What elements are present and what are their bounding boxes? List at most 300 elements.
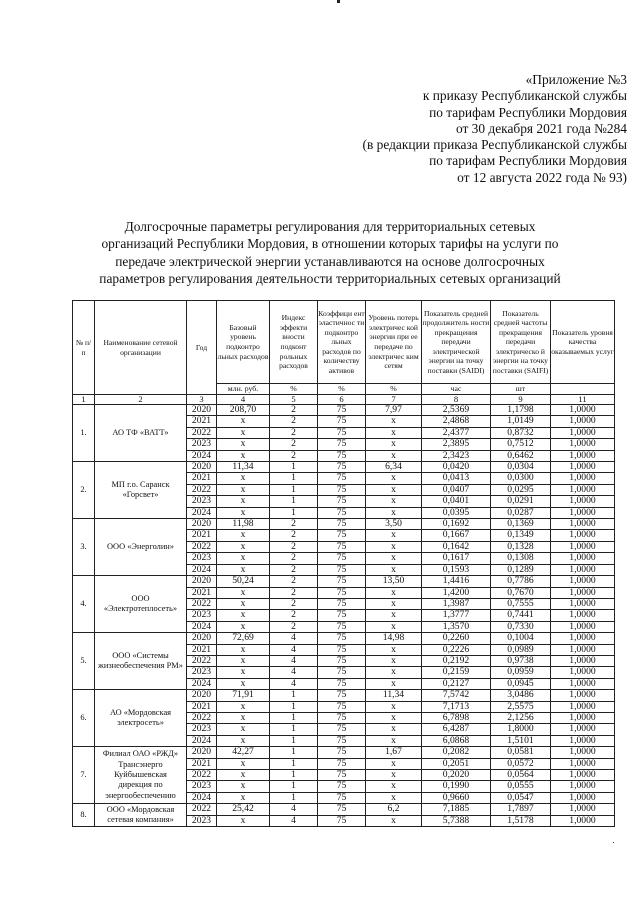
value-cell: 2,4868 [422,416,491,427]
value-cell: 2 [270,621,318,632]
value-cell: 0,0581 [491,747,551,758]
value-cell: x [217,427,270,438]
header-cell: Наименование сетевой организации [95,301,187,395]
year-cell: 2021 [187,416,217,427]
year-cell: 2021 [187,473,217,484]
table-row [73,747,615,758]
value-cell: 71,91 [217,690,270,701]
value-cell: 0,1004 [491,633,551,644]
value-cell: 2 [270,405,318,416]
value-cell: x [217,416,270,427]
value-cell: x [366,439,422,450]
value-cell: 0,6462 [491,450,551,461]
column-number: 2 [95,395,187,405]
value-cell: 0,2082 [422,747,491,758]
value-cell: 1,0000 [551,473,615,484]
value-cell: 0,0572 [491,758,551,769]
value-cell: 1,0000 [551,587,615,598]
value-cell: 75 [318,496,366,507]
value-cell: 75 [318,553,366,564]
value-cell: 11,98 [217,519,270,530]
appendix-line: к приказу Республиканской службы [422,88,627,104]
value-cell: x [217,598,270,609]
value-cell: x [217,724,270,735]
value-cell: 1,0000 [551,598,615,609]
value-cell: 1,0000 [551,484,615,495]
year-cell: 2022 [187,427,217,438]
header-cell: Уровень потерь электричес кой энергии при ее передаче по электричес ким сетям [366,301,422,384]
value-cell: 0,1349 [491,530,551,541]
value-cell: 0,1369 [491,519,551,530]
value-cell: 1,0000 [551,519,615,530]
value-cell: 1,0000 [551,496,615,507]
row-index: 6. [73,690,95,747]
value-cell: 0,2127 [422,678,491,689]
value-cell: 1,0000 [551,610,615,621]
value-cell: 6,2 [366,804,422,815]
value-cell: x [366,781,422,792]
value-cell: 1,0000 [551,781,615,792]
year-cell: 2021 [187,758,217,769]
value-cell: 2 [270,610,318,621]
value-cell: 1,3987 [422,598,491,609]
value-cell: 1 [270,507,318,518]
value-cell: 0,0420 [422,462,491,473]
value-cell: 0,1990 [422,781,491,792]
value-cell: 0,7330 [491,621,551,632]
value-cell: x [217,621,270,632]
value-cell: 1,1798 [491,405,551,416]
value-cell: 75 [318,804,366,815]
value-cell: 50,24 [217,576,270,587]
header-cell: Показатель средней продолжитель ности прекращения передачи электрической энергии на точку поставки (SAIDI) [422,301,491,384]
year-cell: 2022 [187,804,217,815]
value-cell: 0,9660 [422,792,491,803]
value-cell: x [217,530,270,541]
value-cell: 2 [270,598,318,609]
value-cell: 2,1256 [491,712,551,723]
value-cell: 2 [270,576,318,587]
value-cell: 1,0000 [551,701,615,712]
value-cell: 6,34 [366,462,422,473]
value-cell: x [217,496,270,507]
value-cell: x [217,473,270,484]
column-number: 1 [73,395,95,405]
year-cell: 2023 [187,724,217,735]
row-index: 4. [73,576,95,633]
value-cell: x [217,792,270,803]
value-cell: 75 [318,781,366,792]
row-index: 8. [73,804,95,827]
value-cell: 2,3895 [422,439,491,450]
value-cell: 1 [270,758,318,769]
value-cell: 0,7555 [491,598,551,609]
year-cell: 2024 [187,450,217,461]
row-index: 3. [73,519,95,576]
value-cell: 1,0000 [551,804,615,815]
year-cell: 2022 [187,712,217,723]
value-cell: x [217,735,270,746]
appendix-line: от 12 августа 2022 года № 93) [457,169,627,185]
value-cell: 1,0000 [551,564,615,575]
value-cell: 0,7441 [491,610,551,621]
value-cell: 6,4287 [422,724,491,735]
header-cell: № п/ п [73,301,95,395]
value-cell: x [217,439,270,450]
column-number: 9 [491,395,551,405]
value-cell: 1,0000 [551,450,615,461]
year-cell: 2020 [187,462,217,473]
value-cell: 1,0149 [491,416,551,427]
value-cell: x [366,678,422,689]
title-line: параметров регулирования деятельности территориальных сетевых организаций [99,271,561,287]
year-cell: 2024 [187,792,217,803]
value-cell: x [217,781,270,792]
value-cell: 0,1692 [422,519,491,530]
year-cell: 2020 [187,405,217,416]
value-cell: x [217,610,270,621]
header-cell: Показатель средней частоты прекращения передачи электрическо й энергии на точку поставки (SAIFI) [491,301,551,384]
value-cell: 1 [270,484,318,495]
document-title [62,218,598,288]
value-cell: 2 [270,439,318,450]
column-number: 3 [187,395,217,405]
value-cell: 11,34 [217,462,270,473]
value-cell: 0,2260 [422,633,491,644]
value-cell: 1,4200 [422,587,491,598]
value-cell: 75 [318,541,366,552]
value-cell: 1 [270,701,318,712]
value-cell: 75 [318,587,366,598]
row-index: 2. [73,462,95,519]
value-cell: 0,2226 [422,644,491,655]
appendix-line: от 30 декабря 2021 года №284 [455,120,627,136]
value-cell: x [366,484,422,495]
year-cell: 2020 [187,633,217,644]
row-index: 1. [73,405,95,462]
column-number: 8 [422,395,491,405]
value-cell: 1,0000 [551,667,615,678]
column-number: 5 [270,395,318,405]
value-cell: 4 [270,667,318,678]
value-cell: x [366,530,422,541]
value-cell: 1 [270,473,318,484]
value-cell: 2 [270,564,318,575]
scan-artifact [613,842,614,843]
value-cell: 0,2051 [422,758,491,769]
value-cell: 4 [270,633,318,644]
value-cell: x [217,450,270,461]
value-cell: 75 [318,439,366,450]
year-cell: 2023 [187,667,217,678]
value-cell: 1,0000 [551,507,615,518]
column-number: 4 [217,395,270,405]
value-cell: 75 [318,462,366,473]
value-cell: 2,5369 [422,405,491,416]
year-cell: 2022 [187,770,217,781]
value-cell: 75 [318,427,366,438]
row-index: 7. [73,747,95,804]
value-cell: 1,8000 [491,724,551,735]
value-cell: 3,50 [366,519,422,530]
unit-cell: % [366,384,422,395]
value-cell: 75 [318,621,366,632]
value-cell: 1 [270,792,318,803]
value-cell: x [366,644,422,655]
value-cell: 1 [270,724,318,735]
value-cell: 75 [318,405,366,416]
column-number: 7 [366,395,422,405]
value-cell: 4 [270,678,318,689]
year-cell: 2022 [187,598,217,609]
value-cell: 0,1667 [422,530,491,541]
value-cell: x [366,473,422,484]
header-cell: Коэффици ент эластичнос ти подконтро льных расходов по количеству активов [318,301,366,384]
value-cell: 13,50 [366,576,422,587]
value-cell: 0,1308 [491,553,551,564]
year-cell: 2021 [187,530,217,541]
value-cell: 0,7786 [491,576,551,587]
value-cell: 75 [318,564,366,575]
value-cell: 2,3423 [422,450,491,461]
value-cell: x [366,758,422,769]
table-row [73,576,615,587]
value-cell: x [217,644,270,655]
value-cell: 0,0555 [491,781,551,792]
value-cell: 1,5178 [491,815,551,826]
appendix-line: по тарифам Республики Мордовия [429,153,627,169]
value-cell: 1,0000 [551,690,615,701]
unit-cell: % [318,384,366,395]
unit-cell: млн. руб. [217,384,270,395]
value-cell: 1,0000 [551,541,615,552]
value-cell: 2 [270,553,318,564]
value-cell: x [217,667,270,678]
value-cell: 75 [318,530,366,541]
value-cell: x [366,427,422,438]
value-cell: x [366,621,422,632]
value-cell: 2 [270,416,318,427]
value-cell: x [366,541,422,552]
value-cell: 75 [318,450,366,461]
scan-artifact [337,0,340,3]
value-cell: 0,0564 [491,770,551,781]
table-row [73,405,615,416]
table-row [73,690,615,701]
value-cell: 1,0000 [551,633,615,644]
value-cell: 0,0407 [422,484,491,495]
value-cell: 3,0486 [491,690,551,701]
organization-name: ООО «Энерголин» [95,519,187,576]
value-cell: 2,4377 [422,427,491,438]
value-cell: 4 [270,655,318,666]
value-cell: 1,3570 [422,621,491,632]
value-cell: 75 [318,667,366,678]
value-cell: 0,0295 [491,484,551,495]
appendix-line: (в редакции приказа Республиканской службы [362,137,627,153]
value-cell: x [366,507,422,518]
value-cell: 1,0000 [551,815,615,826]
year-cell: 2022 [187,484,217,495]
value-cell: 0,7670 [491,587,551,598]
value-cell: 1,4416 [422,576,491,587]
value-cell: 0,7512 [491,439,551,450]
value-cell: 208,70 [217,405,270,416]
value-cell: 5,7388 [422,815,491,826]
header-row [73,301,615,384]
value-cell: 75 [318,747,366,758]
value-cell: 1 [270,712,318,723]
value-cell: 1,0000 [551,427,615,438]
value-cell: 0,0395 [422,507,491,518]
value-cell: 1,0000 [551,655,615,666]
value-cell: 75 [318,473,366,484]
value-cell: 1 [270,690,318,701]
value-cell: x [366,496,422,507]
organization-name: ООО «Системы жизнеобеспечения РМ» [95,633,187,690]
year-cell: 2024 [187,621,217,632]
value-cell: 25,42 [217,804,270,815]
value-cell: 6,0868 [422,735,491,746]
value-cell: x [366,416,422,427]
value-cell: x [366,667,422,678]
value-cell: 1,0000 [551,439,615,450]
value-cell: 75 [318,690,366,701]
value-cell: x [366,450,422,461]
value-cell: 0,8732 [491,427,551,438]
value-cell: x [217,655,270,666]
value-cell: 2 [270,541,318,552]
value-cell: 42,27 [217,747,270,758]
year-cell: 2024 [187,678,217,689]
value-cell: 1 [270,770,318,781]
value-cell: 1,0000 [551,758,615,769]
column-number: 6 [318,395,366,405]
value-cell: 7,1885 [422,804,491,815]
value-cell: 0,0291 [491,496,551,507]
year-cell: 2020 [187,519,217,530]
value-cell: x [366,724,422,735]
value-cell: 0,1617 [422,553,491,564]
value-cell: 1,0000 [551,724,615,735]
value-cell: 1,0000 [551,735,615,746]
value-cell: 75 [318,644,366,655]
value-cell: x [217,484,270,495]
value-cell: 0,0401 [422,496,491,507]
value-cell: 14,98 [366,633,422,644]
year-cell: 2023 [187,610,217,621]
unit-cell [551,384,615,395]
header-cell: Показатель уровня качества оказываемых услуг [551,301,615,384]
value-cell: 1 [270,735,318,746]
value-cell: 0,0287 [491,507,551,518]
value-cell: 0,0304 [491,462,551,473]
value-cell: x [366,655,422,666]
value-cell: 7,5742 [422,690,491,701]
value-cell: 1 [270,747,318,758]
value-cell: 1,0000 [551,712,615,723]
value-cell: x [217,770,270,781]
value-cell: 11,34 [366,690,422,701]
title-line: передаче электрической энергии устанавливаются на основе долгосрочных [115,253,545,269]
value-cell: 1,0000 [551,462,615,473]
value-cell: 75 [318,735,366,746]
value-cell: 1,0000 [551,576,615,587]
value-cell: x [217,678,270,689]
value-cell: 1 [270,496,318,507]
value-cell: x [366,712,422,723]
organization-name: ООО «Электротеплосеть» [95,576,187,633]
year-cell: 2022 [187,655,217,666]
value-cell: 75 [318,770,366,781]
header-cell: Год [187,301,217,395]
value-cell: 1,0000 [551,553,615,564]
value-cell: 0,9738 [491,655,551,666]
year-cell: 2023 [187,496,217,507]
value-cell: 0,2020 [422,770,491,781]
value-cell: x [217,701,270,712]
table-row [73,804,615,815]
value-cell: x [366,553,422,564]
value-cell: 2 [270,450,318,461]
value-cell: 1 [270,781,318,792]
year-cell: 2021 [187,587,217,598]
year-cell: 2024 [187,564,217,575]
value-cell: 1 [270,462,318,473]
year-cell: 2020 [187,576,217,587]
organization-name: МП г.о. Саранск «Горсвет» [95,462,187,519]
value-cell: x [366,735,422,746]
value-cell: x [217,507,270,518]
year-cell: 2023 [187,553,217,564]
value-cell: x [217,758,270,769]
value-cell: 1,0000 [551,747,615,758]
value-cell: 0,1328 [491,541,551,552]
value-cell: x [217,587,270,598]
title-line: организаций Республики Мордовия, в отношении которых тарифы на услуги по [101,236,559,252]
value-cell: 75 [318,724,366,735]
value-cell: 2 [270,519,318,530]
year-cell: 2024 [187,735,217,746]
value-cell: 1,7897 [491,804,551,815]
appendix-line: по тарифам Республики Мордовия [429,104,627,120]
value-cell: 75 [318,712,366,723]
value-cell: 1,67 [366,747,422,758]
value-cell: x [366,598,422,609]
value-cell: 75 [318,598,366,609]
value-cell: 75 [318,633,366,644]
value-cell: x [366,610,422,621]
value-cell: 0,0959 [491,667,551,678]
value-cell: 2 [270,587,318,598]
value-cell: x [366,792,422,803]
value-cell: 75 [318,416,366,427]
table-row [73,462,615,473]
organization-name: АО «Мордовская электросеть» [95,690,187,747]
value-cell: 75 [318,758,366,769]
value-cell: 75 [318,792,366,803]
organization-name: ООО «Мордовская сетевая компания» [95,804,187,827]
header-cell: Индекс эффекти вности подконт рольных расходов [270,301,318,384]
value-cell: 0,0945 [491,678,551,689]
value-cell: x [217,712,270,723]
value-cell: 7,97 [366,405,422,416]
value-cell: 0,1593 [422,564,491,575]
value-cell: 1,0000 [551,792,615,803]
value-cell: 0,0989 [491,644,551,655]
year-cell: 2022 [187,541,217,552]
value-cell: x [217,564,270,575]
